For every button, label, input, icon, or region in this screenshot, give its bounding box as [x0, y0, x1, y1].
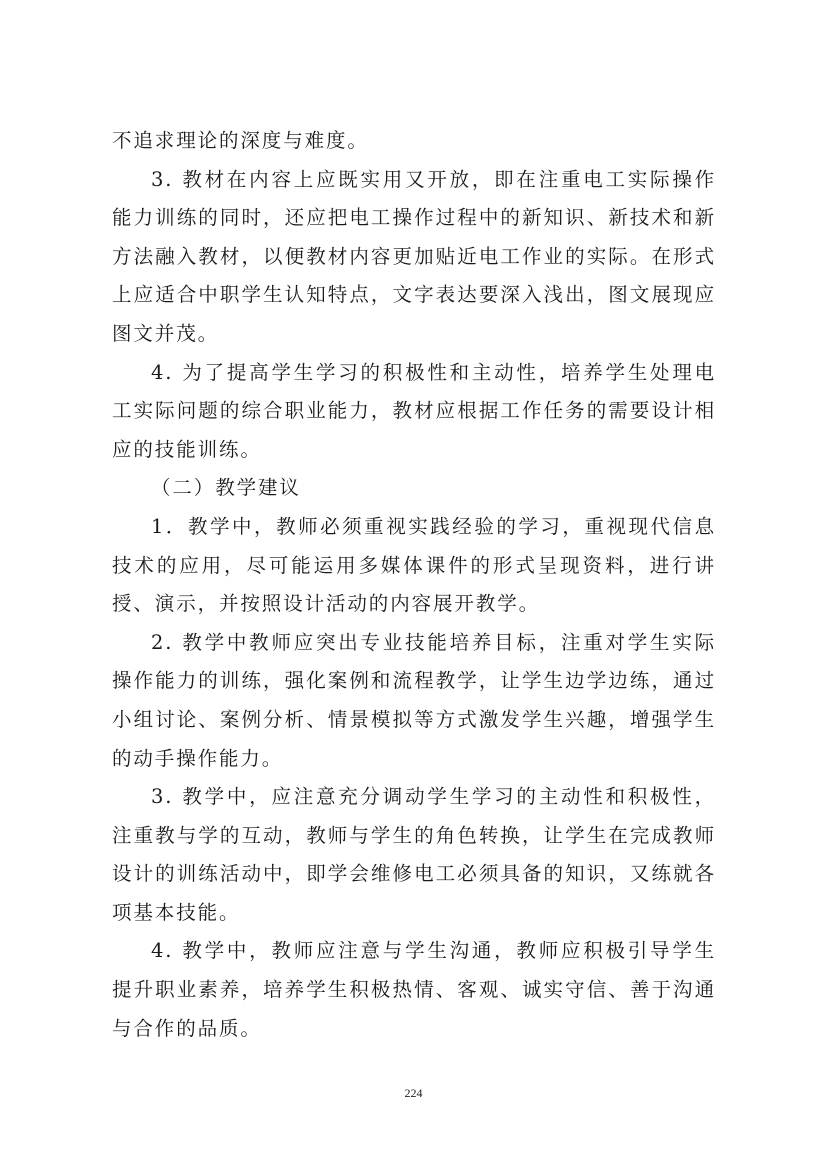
paragraph-teaching-item-4: 4. 教学中，教师应注意与学生沟通，教师应积极引导学生提升职业素养，培养学生积极热情、客观、诚实守信、善于沟通与合作的品质。 [112, 939, 716, 1040]
body-text [112, 122, 716, 1048]
paragraph-continuation: 不追求理论的深度与难度。 [112, 129, 369, 152]
section-heading-teaching-suggestions: （二）教学建议 [151, 476, 301, 500]
paragraph-textbook-item-3: 3. 教材在内容上应既实用又开放，即在注重电工实际操作能力训练的同时，还应把电工操作过程中的新知识、新技术和新方法融入教材，以便教材内容更加贴近电工作业的实际。在形式上应适合中职学生认知特点，文字表达要深入浅出，图文展现应图文并茂。 [112, 167, 716, 345]
page-number: 224 [404, 1086, 423, 1100]
paragraph-textbook-item-4: 4. 为了提高学生学习的积极性和主动性，培养学生处理电工实际问题的综合职业能力，教材应根据工作任务的需要设计相应的技能训练。 [112, 360, 716, 461]
paragraph-teaching-item-1: 1．教学中，教师必须重视实践经验的学习，重视现代信息技术的应用，尽可能运用多媒体课件的形式呈现资料，进行讲授、演示，并按照设计活动的内容展开教学。 [112, 514, 716, 616]
paragraph-teaching-item-3: 3. 教学中，应注意充分调动学生学习的主动性和积极性，注重教与学的互动，教师与学生的角色转换，让学生在完成教师设计的训练活动中，即学会维修电工必须具备的知识，又练就各项基本技能。 [112, 785, 716, 924]
paragraph-teaching-item-2: 2. 教学中教师应突出专业技能培养目标，注重对学生实际操作能力的训练，强化案例和流程教学，让学生边学边练，通过小组讨论、案例分析、情景模拟等方式激发学生兴趣，增强学生的动手操作能力。 [112, 630, 716, 770]
